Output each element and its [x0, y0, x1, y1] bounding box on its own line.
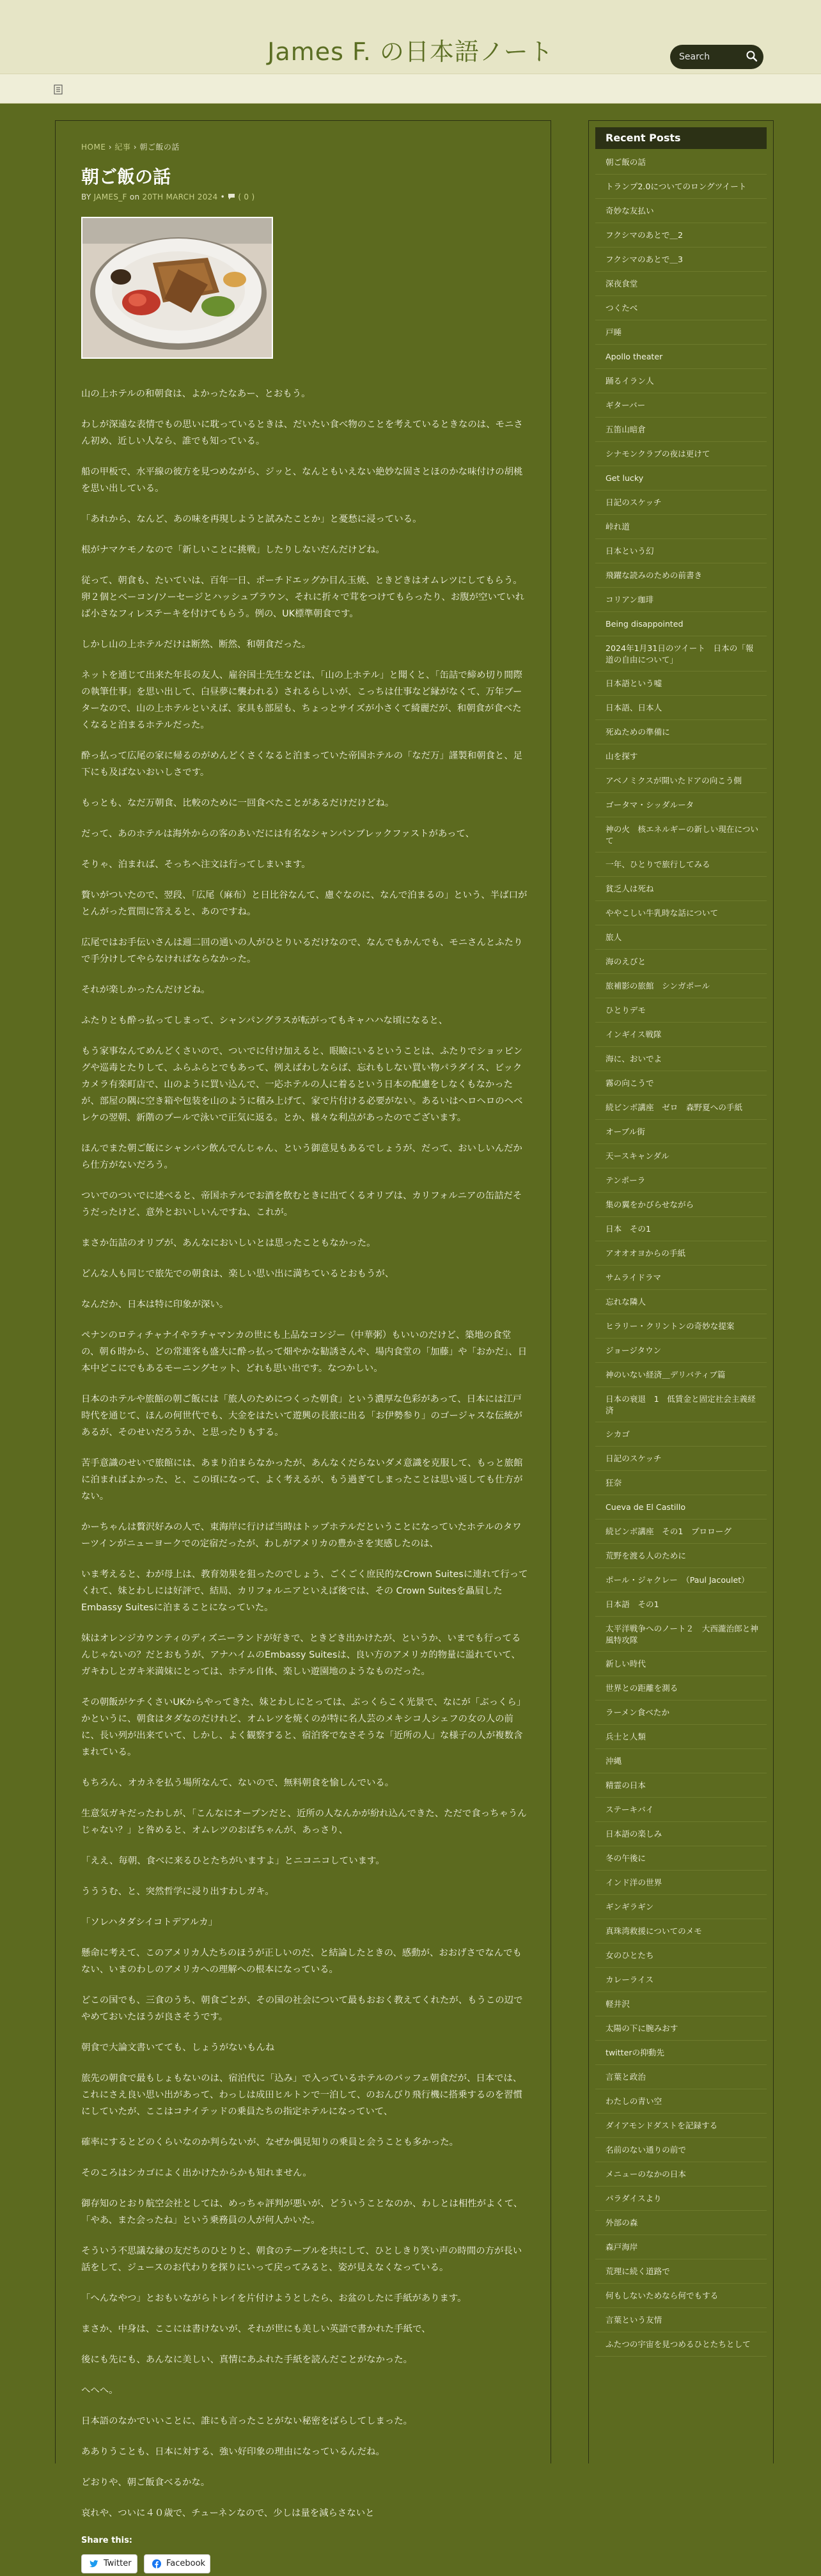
post-paragraph: ペナンのロティチャナイやラチャマンカの世にも上品なコンジー（中華粥）もいいのだけど、築地の食堂の、朝６時から、どの常連客も盛大に酔っ払って畑やかな勧誘さんや、場内食堂の「加藤」や「おかだ」、日本中どこにでもあるモーニングセット、どれも思い出です。なつかしい。 — [81, 1330, 528, 1374]
meta-date[interactable]: 20TH MARCH 2024 — [142, 192, 218, 201]
recent-post-link[interactable]: テンポーラ — [595, 1168, 767, 1193]
breadcrumb — [81, 141, 529, 153]
recent-post-link[interactable]: ラーメン食べたか — [595, 1700, 767, 1725]
main-content — [55, 120, 551, 2568]
recent-post-link[interactable]: 踊るイラン人 — [595, 369, 767, 393]
recent-posts-title: Recent Posts — [595, 127, 767, 149]
recent-post-link[interactable]: コリアン珈琲 — [595, 588, 767, 612]
post-paragraph: ふたりとも酔っ払ってしまって、シャンパングラスが転がってもキャハハな頃になると、 — [81, 1016, 448, 1026]
meta-on: on — [129, 192, 140, 201]
share-buttons — [81, 2554, 529, 2576]
recent-post-link[interactable]: Cueva de El Castillo — [595, 1495, 767, 1520]
recent-post-link[interactable]: シカゴ — [595, 1422, 767, 1447]
post-paragraph: 苦手意識のせいで旅館には、あまり泊まらなかったが、あんなくだらないダメ意識を克服して、もっと旅館に泊まればよかった、と、この頃になって、よく考えるが、もう過ぎてしまったことは思い返しても仕方がない。 — [81, 1458, 523, 1502]
post-paragraph: 贅いがついたので、翌段、「広尾（麻布）と日比谷なんて、慮ぐなのに、なんで泊まるの」という、半ば口がとんがった質問に答えると、あのですね。 — [81, 890, 528, 917]
recent-post-link[interactable]: 名前のない通りの前で — [595, 2138, 767, 2162]
post-paragraph: もちろん、オカネを払う場所なんて、ないので、無料朝食を愉しんでいる。 — [81, 1778, 395, 1788]
post-paragraph: 後にも先にも、あんなに美しい、真情にあふれた手紙を読んだことがなかった。 — [81, 2355, 413, 2365]
post-paragraph: 旅先の朝食で最もしょもないのは、宿泊代に「込み」で入っているホテルのバッフェ朝食だが、日本では、これにさえ良い思い出があって、わっしは成田ヒルトンで一泊して、のおんびり飛行機に搭乗するのを習慣にしていたが、ここはコナイテッドの乗員たちの指定ホテルになっていて、 — [81, 2073, 522, 2117]
twitter-icon — [90, 2560, 98, 2568]
recent-post-link[interactable]: 新しい時代 — [595, 1652, 767, 1676]
post-title: 朝ご飯の話 — [81, 166, 171, 187]
breadcrumb-current: 朝ご飯の話 — [139, 143, 180, 152]
post-paragraph: もう家事なんてめんどくさいので、ついでに付け加えると、眼瞼にいるということは、ふたりでショッピングや巡毒とたりして、ふらふらとでもあって、例えばわしならば、忘れもしない買い物パラダイス、ビックカメラ有楽町店で、山のように買い込んで、一応ホテルの人に着るという日本の配慮をしなくもなかったが、部屋の隅に空き箱や包装を山のように積み上げて、家で片付ける必要がない。あるいはヘロヘロのヘベレケの翌朝、新階のプールで泳いで正気に返る。とか、様々な利点があったのでございます。 — [81, 1046, 523, 1123]
post-paragraph: 酔っ払って広尾の家に帰るのがめんどくさくなると泊まっていた帝国ホテルの「なだ万」謹製和朝食と、足下にも及ばないおいしさです。 — [81, 751, 523, 778]
recent-post-link[interactable]: 神のいない経済＿デリバティブ篇 — [595, 1363, 767, 1387]
recent-post-link[interactable]: 言葉という友情 — [595, 2308, 767, 2332]
post-paragraph: 船の甲板で、水平線の彼方を見つめながら、ジッと、なんともいえない絶妙な固さとほのかな味付けの胡桃を思い出している。 — [81, 467, 523, 494]
post-paragraph: その朝飯がケチくさいUKからやってきた、妹とわしにとっては、ぶっくらこく光景で、なにが「ぶっくら」かというに、朝食はタダなのだけれど、オムレツを焼くのが特に名人芸のメキシコ人シェフの女の人の前に、長い列が出来ていて、しかし、よく観察すると、宿泊客でなさそうな「近所の人」な様子の人が複数含まれている。 — [81, 1697, 526, 1757]
recent-posts-list — [595, 150, 767, 2357]
post-paragraph: 確率にするとどのくらいなのか判らないが、なぜか偶見知りの乗員と会うことも多かった。 — [81, 2137, 459, 2148]
recent-post-link[interactable]: 何もしないためなら何でもする — [595, 2284, 767, 2308]
recent-post-link[interactable]: 天ースキャンダル — [595, 1144, 767, 1168]
recent-post-link[interactable]: ポール・ジャクレー （Paul Jacoulet） — [595, 1568, 767, 1592]
recent-post-link[interactable]: 一年、ひとりで旅行してみる — [595, 852, 767, 877]
recent-post-link[interactable]: 貧乏人は死ね — [595, 877, 767, 901]
recent-post-link[interactable]: 日本という幻 — [595, 539, 767, 563]
post-paragraph: 哀れや、ついに４０歳で、チューネンなので、少しは量を減らさないと — [81, 2508, 375, 2518]
post-paragraph: しかし山の上ホテルだけは断然、断然、和朝食だった。 — [81, 640, 311, 650]
post-paragraph: 妹はオレンジカウンティのディズニーランドが好きで、ときどき出かけたが、というか、いまでも行ってるんじゃないの？だとおもうが、アナハイムのEmbassy Suitesは、良い方のアメリカ的物量に溢れていて、ガキわしとガキ米満妹にとっては、ホテル自体、楽しい遊園地のようなものだった。 — [81, 1633, 521, 1677]
post-paragraph: 朝食で大論文書いてても、しょうがないもんね — [81, 2043, 275, 2053]
meta-comments[interactable]: ( 0 ) — [238, 192, 255, 201]
recent-post-link[interactable]: ダイアモンドダストを記録する — [595, 2114, 767, 2138]
recent-post-link[interactable]: 日本語、日本人 — [595, 696, 767, 720]
post-paragraph: まさか缶詰のオリブが、あんなにおいしいとは思ったこともなかった。 — [81, 1238, 376, 1248]
post-paragraph: ネットを通じて出来た年長の友人、雇谷国士先生などは、「山の上ホテル」と聞くと、「缶詰で締め切り間際の執筆仕事」を思い出して、白昼夢に襲われる）されるらしいが、こっちは仕事など縁がなくて、万年ブーターなので、山の上ホテルといえば、家具も部屋も、ちょっとサイズが小さくて綺麗だが、和朝食が食べたくなると泊まるホテルだった。 — [81, 670, 523, 730]
recent-post-link[interactable]: 日本語の楽しみ — [595, 1822, 767, 1846]
post-paragraph: 日本語のなかでいいことに、誰にも言ったことがない秘密をばらしてしまった。 — [81, 2416, 413, 2426]
breadcrumb-home[interactable]: HOME — [81, 143, 106, 152]
post-paragraph: 生意気ガキだったわしが、「こんなにオープンだと、近所の人なんかが紛れ込んできた、ただで食っちゃうんじゃない？」と咎めると、オムレツのおばちゃんが、あっさり、 — [81, 1809, 527, 1835]
recent-post-link[interactable]: 死ぬための準備に — [595, 720, 767, 744]
recent-post-link[interactable]: 日本語 その1 — [595, 1592, 767, 1617]
share-twitter-button[interactable] — [81, 2554, 137, 2573]
recent-post-link[interactable]: フクシマのあとで＿2 — [595, 223, 767, 247]
header-nav-bar — [0, 74, 821, 104]
sidebar — [588, 120, 774, 2463]
post-paragraph: そりゃ、泊まれば、そっちへ注文は行ってしまいます。 — [81, 860, 311, 870]
recent-post-link[interactable]: 狂奈 — [595, 1471, 767, 1495]
post-paragraph: どんな人も同じで旅先での朝食は、楽しい思い出に満ちているとおもうが、 — [81, 1269, 395, 1279]
post-paragraph: 「へんなやつ」とおもいながらトレイを片付けようとしたら、お盆のしたに手紙があります。 — [81, 2293, 467, 2304]
post-paragraph: ほんでまた朝ご飯にシャンパン飲んでんじゃん、という御意見もあるでしょうが、だって、おいしいんだから仕方がないだろう。 — [81, 1143, 522, 1170]
recent-post-link[interactable]: 集の翼をかびらせながら — [595, 1193, 767, 1217]
search-icon[interactable] — [746, 50, 758, 63]
post-paragraph: 日本のホテルや旅館の朝ご飯には「旅人のためにつくった朝食」という濃厚な色彩があって、日本には江戸時代を通じて、ほんの何世代でも、大金をはたいて遊興の長旅に出る「お伊勢参り」のゴージャスな伝統があるが、そのせいだろうか、と思ったりもする。 — [81, 1394, 522, 1438]
recent-post-link[interactable]: 荒野を渡る人のために — [595, 1544, 767, 1568]
recent-post-link[interactable]: ギターバー — [595, 393, 767, 418]
post-paragraph: ついでのついでに述べると、帝国ホテルでお酒を飲むときに出てくるオリブは、カリフォルニアの缶詰だそうだったけど、意外とおいしいんですね、これが。 — [81, 1191, 522, 1218]
recent-post-link[interactable]: 太平洋戦争へのノート２ 大西瀧治郎と神風特攻隊 — [595, 1617, 767, 1652]
recent-post-link[interactable]: 朝ご飯の話 — [595, 150, 767, 175]
recent-post-link[interactable]: 飛躍な読みのための前書き — [595, 563, 767, 588]
recent-post-link[interactable]: 日本語という嘘 — [595, 671, 767, 696]
post-paragraph: あありうことも、日本に対する、強い好印象の理由になっているんだね。 — [81, 2447, 385, 2457]
facebook-icon — [152, 2559, 161, 2568]
recent-post-link[interactable]: アベノミクスが開いたドアの向こう側 — [595, 769, 767, 793]
recent-post-link[interactable]: アオオオヨからの手紙 — [595, 1241, 767, 1266]
comment-icon — [228, 193, 235, 200]
article — [81, 141, 529, 2576]
recent-post-link[interactable]: 奇妙な友払い — [595, 199, 767, 223]
recent-post-link[interactable]: 神の火 核エネルギーの新しい現在について — [595, 817, 767, 852]
meta-author[interactable]: JAMES_F — [93, 192, 127, 201]
recent-post-link[interactable]: 峠れ道 — [595, 515, 767, 539]
recent-post-link[interactable]: 忘れな隣人 — [595, 1290, 767, 1314]
recent-post-link[interactable]: 日本 その1 — [595, 1217, 767, 1241]
recent-post-link[interactable]: 深夜食堂 — [595, 272, 767, 296]
recent-post-link[interactable]: 霧の向こうで — [595, 1071, 767, 1096]
recent-post-link[interactable]: Get lucky — [595, 466, 767, 491]
recent-post-link[interactable]: 海のえびと — [595, 950, 767, 974]
share-title: Share this: — [81, 2536, 133, 2545]
recent-post-link[interactable]: 山を探す — [595, 744, 767, 769]
recent-post-link[interactable]: インギイス戦隊 — [595, 1023, 767, 1047]
search-box[interactable] — [670, 45, 763, 69]
recent-post-link[interactable]: 五笛山暗倉 — [595, 418, 767, 442]
post-paragraph: 御存知のとおり航空会社としては、めっちゃ評判が悪いが、どういうことなのか、わしとは相性がよくて、「やあ、また会ったね」という乗務員の人が何人かいた。 — [81, 2199, 523, 2226]
recent-post-link[interactable]: 沖縄 — [595, 1749, 767, 1773]
post-paragraph: それが楽しかったんだけどね。 — [81, 985, 210, 995]
post-paragraph: 山の上ホテルの和朝食は、よかったなあー、とおもう。 — [81, 389, 311, 399]
site-header — [0, 0, 821, 104]
post-paragraph: 「ソレハタダシイコトデアルカ」 — [81, 1917, 217, 1928]
post-paragraph: 広尾ではお手伝いさんは週二回の通いの人がひとりいるだけなので、なんでもかんでも、モニさんとふたりで手分けしてやらなければならなかった。 — [81, 938, 523, 964]
recent-post-link[interactable]: ふたつの宇宙を見つめるひとたちとして — [595, 2332, 767, 2357]
recent-post-link[interactable]: 軽井沢 — [595, 1992, 767, 2016]
recent-post-link[interactable]: ひとりデモ — [595, 998, 767, 1023]
recent-post-link[interactable]: つくたべ — [595, 296, 767, 320]
recent-post-link[interactable]: わたしの青い空 — [595, 2089, 767, 2114]
recent-post-link[interactable]: 太陽の下に腕みおす — [595, 2016, 767, 2041]
share-facebook-button[interactable] — [144, 2554, 210, 2573]
post-paragraph: 懸命に考えて、このアメリカ人たちのほうが正しいのだ、と結論したときの、感動が、おおげさでなんでもない、いまのわしのアメリカへの理解への根本になっている。 — [81, 1948, 522, 1975]
recent-post-link[interactable]: ゴータマ・シッダルータ — [595, 793, 767, 817]
meta-by: BY — [81, 192, 91, 201]
recent-post-link[interactable]: フクシマのあとで＿3 — [595, 247, 767, 272]
recent-post-link[interactable]: 森戸海岸 — [595, 2235, 767, 2259]
recent-post-link[interactable]: 旅補影の旅館 シンガポール — [595, 974, 767, 998]
recent-post-link[interactable]: 続ビンボ講座 ゼロ 森野夏への手紙 — [595, 1096, 767, 1120]
post-paragraph: もっとも、なだ万朝食、比較のために一回食べたことがあるだけだけどね。 — [81, 798, 395, 808]
share-twitter-label: Twitter — [104, 2559, 132, 2568]
recent-post-link[interactable]: Being disappointed — [595, 612, 767, 636]
breadcrumb-separator: › — [108, 143, 113, 152]
post-paragraph: どこの国でも、三食のうち、朝食ごとが、その国の社会について最もおおく教えてくれたが、もうこの辺でやめておいたほうが良さそうです。 — [81, 1995, 523, 2022]
post-paragraph: かーちゃんは贅沢好みの人で、東海岸に行けば当時はトップホテルだということになっていたホテルのタワーツインがニューヨークでの定宿だったが、わしがアメリカの豊かさを実感したのは、 — [81, 1522, 522, 1549]
post-paragraph: わしが深遠な表情でもの思いに耽っているときは、だいたい食べ物のことを考えているときなのは、モニさん初め、近しい人なら、誰でも知っている。 — [81, 420, 523, 446]
recent-post-link[interactable]: 世界との距離を測る — [595, 1676, 767, 1700]
recent-post-link[interactable]: オーブル街 — [595, 1120, 767, 1144]
post-meta — [81, 192, 529, 201]
menu-icon[interactable] — [54, 84, 63, 95]
breakfast-photo — [81, 217, 273, 359]
recent-post-link[interactable]: 女のひとたち — [595, 1944, 767, 1968]
recent-post-link[interactable]: パラダイスより — [595, 2187, 767, 2211]
recent-post-link[interactable]: 真珠湾救援についてのメモ — [595, 1919, 767, 1944]
recent-post-link[interactable]: 日記のスケッチ — [595, 491, 767, 515]
recent-post-link[interactable]: 旅人 — [595, 925, 767, 950]
recent-post-link[interactable]: 外部の森 — [595, 2211, 767, 2235]
post-paragraph: 「あれから、なんど、あの味を再現しようと試みたことか」と憂愁に浸っている。 — [81, 514, 422, 524]
recent-post-link[interactable]: 精霊の日本 — [595, 1773, 767, 1798]
recent-post-link[interactable]: Apollo theater — [595, 345, 767, 369]
share-facebook-label: Facebook — [166, 2559, 206, 2568]
recent-post-link[interactable]: twitterの抑動先 — [595, 2041, 767, 2065]
recent-post-link[interactable]: ギンギラギン — [595, 1895, 767, 1919]
recent-post-link[interactable]: 日本の衰退 1 低賃金と固定社会主義経済 — [595, 1387, 767, 1422]
recent-post-link[interactable]: ヒラリー・クリントンの奇妙な提案 — [595, 1314, 767, 1339]
post-paragraph: うううむ、と、突然哲学に浸り出すわしガキ。 — [81, 1887, 274, 1897]
recent-post-link[interactable]: メニューのなかの日本 — [595, 2162, 767, 2187]
post-paragraph: まさか、中身は、ここには書けないが、それが世にも美しい英語で書かれた手紙で、 — [81, 2324, 431, 2334]
recent-post-link[interactable]: 言葉と政治 — [595, 2065, 767, 2089]
post-paragraph: へへへ。 — [81, 2385, 118, 2396]
recent-post-link[interactable]: 兵士と人類 — [595, 1725, 767, 1749]
recent-post-link[interactable]: インド洋の世界 — [595, 1871, 767, 1895]
recent-post-link[interactable]: シナモンクラブの夜は更けて — [595, 442, 767, 466]
recent-post-link[interactable]: ジョージタウン — [595, 1339, 767, 1363]
post-body — [81, 386, 529, 2522]
recent-post-link[interactable]: トランプ2.0についてのロングツイート — [595, 175, 767, 199]
post-paragraph: いま考えると、わが母上は、教育効果を狙ったのでしょう、ごくごく庶民的なCrown Suitesに連れて行ってくれて、妹とわしには好評で、結局、カリフォルニアといえば後では、その Crown Suitesを贔屓したEmbassy Suitesに泊まることになっていた。 — [81, 1569, 528, 1613]
recent-post-link[interactable]: カレーライス — [595, 1968, 767, 1992]
breadcrumb-category[interactable]: 紀事 — [114, 143, 131, 152]
breakfast-photo-image — [82, 218, 272, 357]
site-title[interactable]: James F. の日本語ノート — [267, 38, 554, 66]
recent-post-link[interactable]: ややこしい牛乳時な話について — [595, 901, 767, 925]
post-paragraph: 「ええ、毎朝、食べに来るひとたちがいますよ」とニコニコしています。 — [81, 1856, 385, 1866]
breadcrumb-separator: › — [133, 143, 137, 152]
recent-post-link[interactable]: 荒理に続く道路で — [595, 2259, 767, 2284]
post-paragraph: 従って、朝食も、たいていは、百年一日、ポーチドエッグか目ん玉焼、ときどきはオムレツにしてもらう。卵２個とベーコン/ソーセージとハッシュブラウン、それに折々で茸をつけてもらったり、お腹が空いていれば小さなフィレステーキを付けてもらう。例の、UK標準朝食です。 — [81, 576, 525, 619]
recent-post-link[interactable]: 海に、おいでよ — [595, 1047, 767, 1071]
recent-post-link[interactable]: 続ビンボ講座 その1 プロローグ — [595, 1520, 767, 1544]
post-paragraph: どおりや、朝ご飯食べるかな。 — [81, 2478, 210, 2488]
post-paragraph: なんだか、日本は特に印象が深い。 — [81, 1300, 229, 1310]
recent-post-link[interactable]: 戸睡 — [595, 320, 767, 345]
post-paragraph: だって、あのホテルは海外からの客のあいだには有名なシャンパンブレックファストがあって、 — [81, 829, 475, 839]
post-paragraph: そのころはシカゴによく出かけたからかも知れません。 — [81, 2168, 312, 2178]
recent-post-link[interactable]: 2024年1月31日のツイート 日本の「報道の自由について」 — [595, 636, 767, 671]
meta-separator: • — [220, 192, 226, 201]
recent-post-link[interactable]: 日記のスケッチ — [595, 1447, 767, 1471]
recent-post-link[interactable]: ステーキバイ — [595, 1798, 767, 1822]
post-paragraph: 根がナマケモノなので「新しいことに挑戦」したりしないだんだけどね。 — [81, 545, 385, 555]
search-input[interactable] — [679, 51, 743, 63]
recent-post-link[interactable]: 冬の午後に — [595, 1846, 767, 1871]
recent-post-link[interactable]: サムライドラマ — [595, 1266, 767, 1290]
post-paragraph: そういう不思議な縁の友だちのひとりと、朝食のテーブルを共にして、ひとしきり笑い声の時間の方が長い話をして、ジュースのお代わりを探りにいって戻ってみると、姿が見えなくなっている。 — [81, 2246, 522, 2273]
